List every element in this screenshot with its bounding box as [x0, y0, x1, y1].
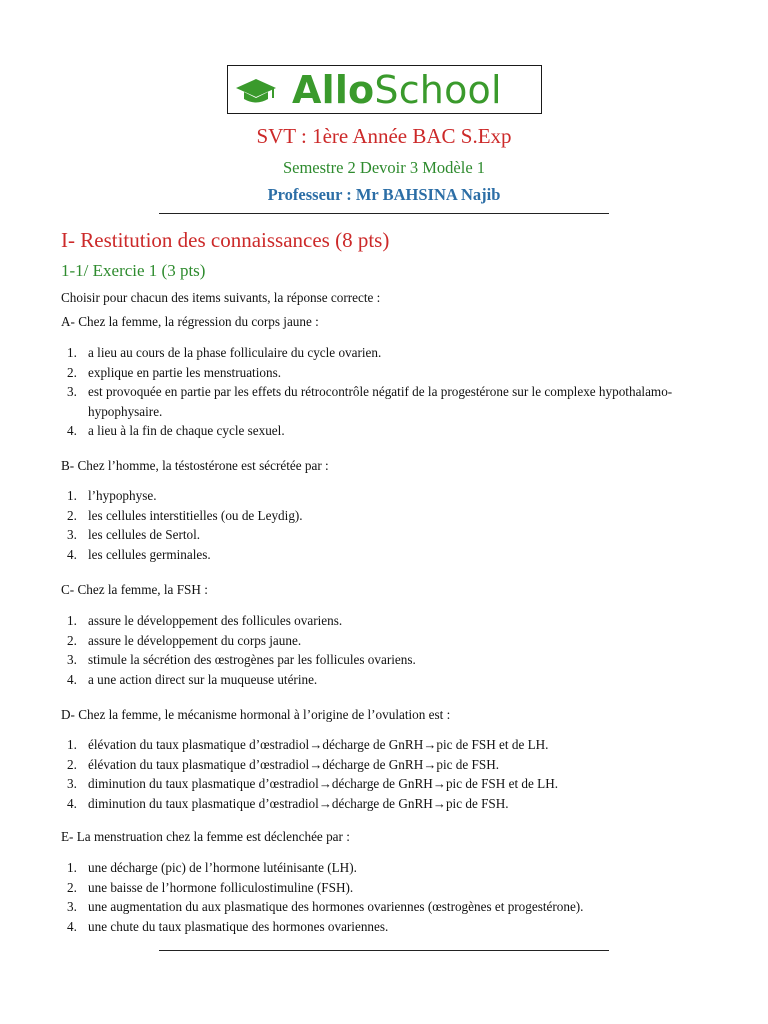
list-item: 2. assure le développement du corps jaune. [67, 632, 302, 648]
logo-wordmark: AlloSchool [292, 68, 502, 112]
options-list-e [61, 858, 701, 936]
semester-subtitle: Semestre 2 Devoir 3 Modèle 1 [282, 158, 486, 177]
list-item: 1. a lieu au cours de la phase folliculaire du cycle ovarien. [67, 345, 382, 360]
list-item: 3. diminution du taux plasmatique d’œstradiol→décharge de GnRH→pic de FSH et de LH. [67, 776, 559, 791]
instruction-text: Choisir pour chacun des items suivants, la réponse correcte : [61, 290, 381, 305]
list-item: 3. les cellules de Sertol. [67, 527, 201, 542]
logo [227, 65, 542, 114]
list-item: 1. assure le développement des follicules ovariens. [67, 613, 343, 628]
question-prompt-a: A- Chez la femme, la régression du corps jaune : [61, 314, 319, 329]
teacher-name: Professeur : Mr BAHSINA Najib [267, 185, 501, 204]
list-item: 4. a lieu à la fin de chaque cycle sexuel. [67, 423, 285, 438]
list-item: 2. les cellules interstitielles (ou de Leydig). [67, 507, 303, 523]
question-prompt-c: C- Chez la femme, la FSH : [61, 582, 208, 597]
options-list-c [61, 611, 701, 689]
options-list-d [61, 735, 701, 813]
section-title: I- Restitution des connaissances (8 pts) [61, 228, 390, 252]
list-item: 2. élévation du taux plasmatique d’œstradiol→décharge de GnRH→pic de FSH. [67, 756, 500, 772]
list-item: 4. une chute du taux plasmatique des hormones ovariennes. [67, 918, 389, 934]
question-prompt-e: E- La menstruation chez la femme est déclenchée par : [61, 829, 350, 844]
list-item: 4. diminution du taux plasmatique d’œstradiol→décharge de GnRH→pic de FSH. [67, 795, 509, 811]
options-list-b [61, 486, 701, 564]
list-item: 3. une augmentation du aux plasmatique des hormones ovariennes (œstrogènes et progestérone). [67, 899, 584, 914]
subject-title: SVT : 1ère Année BAC S.Exp [256, 124, 512, 148]
top-divider [159, 213, 609, 214]
question-prompt-b: B- Chez l’homme, la téstostérone est sécrétée par : [61, 458, 329, 473]
graduation-cap-icon [235, 77, 277, 107]
question-prompt-d: D- Chez la femme, le mécanisme hormonal à l’origine de l’ovulation est : [61, 707, 451, 722]
list-item: 1. l’hypophyse. [67, 488, 157, 503]
list-item: 3. est provoquée en partie par les effets du rétrocontrôle négatif de la progestérone sur le complexe hypothalamo-hypophysaire. [67, 384, 673, 419]
bottom-divider [159, 950, 609, 951]
list-item: 1. une décharge (pic) de l’hormone lutéinisante (LH). [67, 860, 357, 875]
list-item: 2. une baisse de l’hormone folliculostimuline (FSH). [67, 879, 354, 895]
list-item: 4. les cellules germinales. [67, 546, 211, 562]
list-item: 2. explique en partie les menstruations. [67, 364, 281, 380]
list-item: 3. stimule la sécrétion des œstrogènes par les follicules ovariens. [67, 652, 416, 667]
subsection-title: 1-1/ Exercie 1 (3 pts) [61, 261, 206, 280]
list-item: 1. élévation du taux plasmatique d’œstradiol→décharge de GnRH→pic de FSH et de LH. [67, 737, 549, 752]
list-item: 4. a une action direct sur la muqueuse utérine. [67, 671, 318, 687]
options-list-a [61, 343, 701, 441]
